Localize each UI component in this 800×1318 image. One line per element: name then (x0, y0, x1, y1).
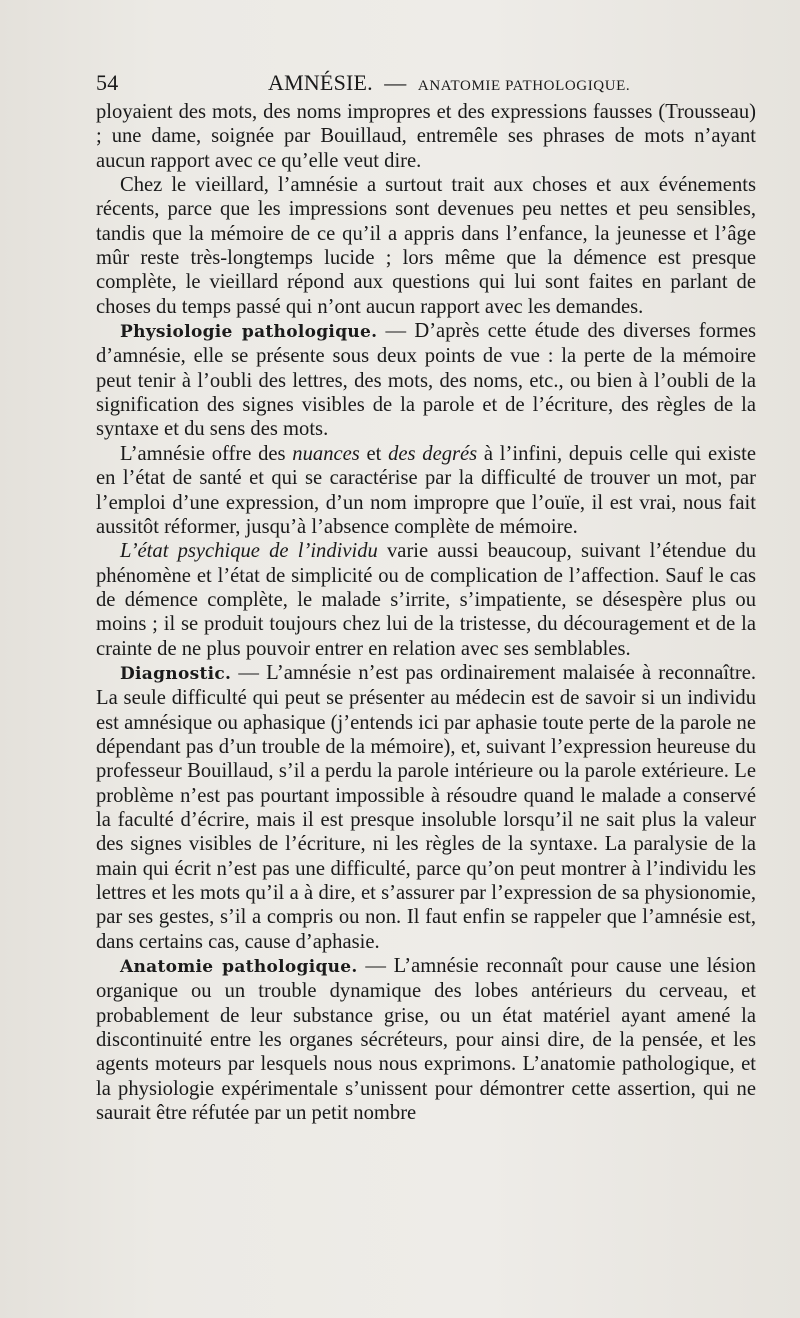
section-heading-anatomie: Anatomie pathologique. (120, 957, 358, 978)
paragraph-diagnostic-text: — L’amnésie n’est pas ordinairement malaisée à reconnaître. La seule difficulté qui peut se présenter au médecin est de savoir si un individu est amnésique ou aphasique (j’entends ici par aphasie toute perte de la parole ne dépendant pas d’un trouble de la mémoire), et, suivant l’expression heureuse du professeur Bouillaud, s’il a perdu la parole intérieure ou la parole extérieure. Le problème n’est pas pourtant impossible à résoudre quand le malade a conservé la faculté d’écrire, mais il est presque insoluble lorsqu’il ne sait plus la valeur des signes visibles de l’écriture, ni les règles de la syntaxe. La paralysie de la main qui écrit n’est pas une difficulté, parce qu’on peut montrer à l’individu les lettres et les mots qu’il a à dire, et s’assurer par l’expression de sa physionomie, par ses gestes, s’il a compris ou non. Il faut enfin se rappeler que l’amnésie est, dans certains cas, cause d’aphasie. (96, 661, 756, 953)
paragraph-nuances (96, 442, 756, 539)
running-head-title: AMNÉSIE. (268, 70, 373, 95)
emphasis-degres: des degrés (388, 442, 478, 465)
paragraph-nuances-text-b: et (359, 442, 389, 465)
paragraph-nuances-text-a: L’amnésie offre des (120, 442, 293, 465)
paragraph-anatomie (96, 954, 756, 1125)
running-head (268, 70, 630, 96)
section-heading-physiologie: Physiologie pathologique. (120, 322, 378, 343)
emphasis-nuances: nuances (292, 442, 360, 465)
paragraph-vieillard: Chez le vieillard, l’amnésie a surtout trait aux choses et aux événements récents, parce que les impressions sont devenues peu nettes et peu sensibles, tandis que la mémoire de ce qu’il a appris dans l’enfance, la jeunesse et l’âge mûr reste très-longtemps lucide ; lors même que la démence est presque complète, le vieillard répond aux questions qui lui sont faites en parlant de choses du temps passé qui n’ont aucun rapport avec les demandes. (96, 174, 756, 318)
body-text (96, 100, 756, 1125)
paragraph-diagnostic (96, 661, 756, 954)
paragraph-physiologie (96, 319, 756, 442)
emphasis-etat-psychique: L’état psychique de l’individu (120, 540, 378, 563)
paragraph-continuation: ployaient des mots, des noms impropres et des expressions fausses (Trousseau) ; une dame, soignée par Bouillaud, entremêle ses phrases de mots n’ayant aucun rapport avec ce qu’elle veut dire. (96, 101, 756, 172)
page-number: 54 (96, 70, 119, 95)
paragraph-nuances-text-c: à l’infini, depuis celle qui existe en l’état de santé et qui se caractérise par la difficulté de trouver un mot, par l’emploi d’une expression, d’un nom impropre que l’ouïe, il est vrai, nous fait aussitôt réformer, jusqu’à l’absence complète de mémoire. (96, 442, 756, 538)
running-head-separator: — (384, 70, 407, 95)
page-header (96, 70, 736, 100)
paragraph-etat-psychique (96, 539, 756, 661)
running-head-subtitle: ANATOMIE PATHOLOGIQUE. (417, 78, 631, 94)
paragraph-anatomie-text: — L’amnésie reconnaît pour cause une lésion organique ou un trouble dynamique des lobes antérieurs du cerveau, et probablement de leur substance grise, ou un état matériel ayant amené la discontinuité entre les organes sécréteurs, pour ainsi dire, de la pensée, et les agents moteurs par lesquels nous nous exprimons. L’anatomie pathologique, et la physiologie expérimentale s’unissent pour démontrer cette assertion, qui ne saurait être réfutée par un petit nombre (96, 955, 756, 1125)
paragraph-etat-psychique-text: varie aussi beaucoup, suivant l’étendue du phénomène et l’état de simplicité ou de complication de l’affection. Sauf le cas de démence complète, le malade s’irrite, s’impatiente, se désespère plus ou moins ; il se produit toujours chez lui de la tristesse, du découragement et de la crainte de ne plus pouvoir entrer en relation avec ses semblables. (96, 540, 756, 660)
paragraph-physiologie-text: — D’après cette étude des diverses formes d’amnésie, elle se présente sous deux points de vue : la perte de la mémoire peut tenir à l’oubli des lettres, des mots, des noms, etc., ou bien à l’oubli de la signification des signes visibles de la parole et de l’écriture, des règles de la syntaxe et du sens des mots. (96, 320, 756, 441)
section-heading-diagnostic: Diagnostic. (120, 663, 232, 684)
